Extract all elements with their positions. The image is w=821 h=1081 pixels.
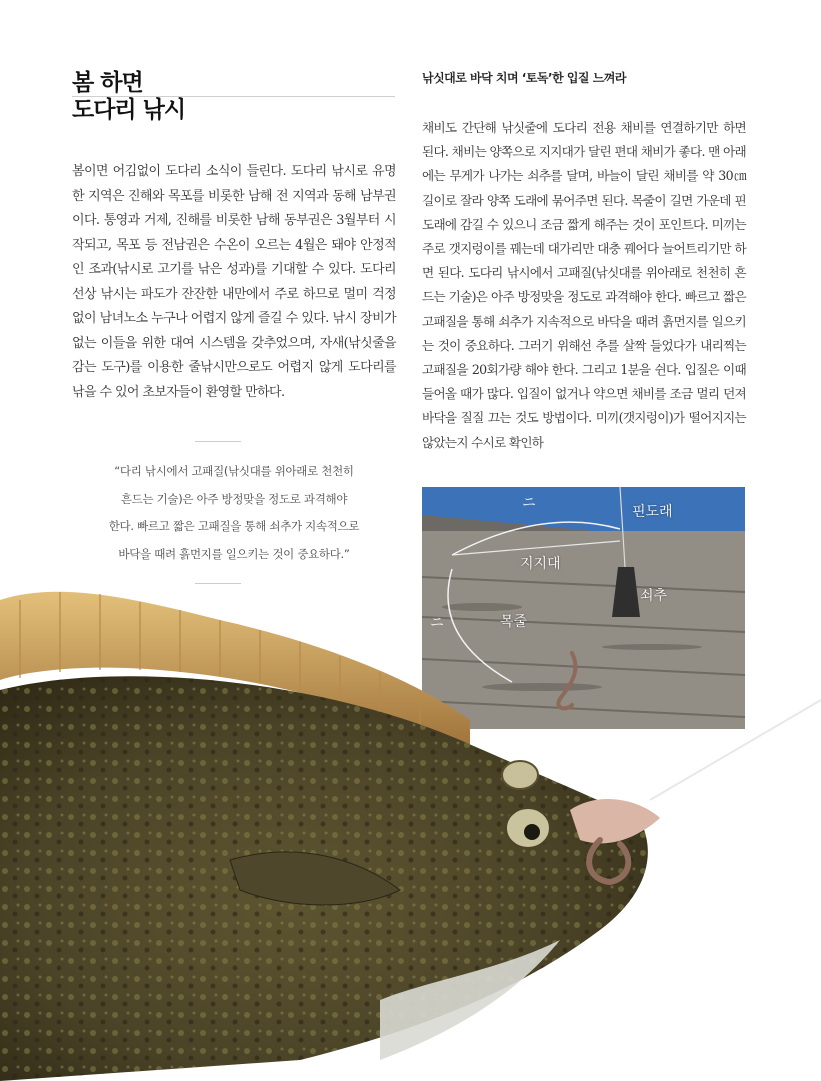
title-line-1: 봄 하면: [72, 70, 143, 96]
rig-label-jijidae: 지지대: [520, 556, 561, 572]
pull-quote: [66, 458, 402, 568]
quote-line: 한다. 빠르고 짧은 고패질을 통해 쇠추가 지속적으로: [108, 519, 360, 533]
flounder-photo: [0, 560, 821, 1081]
lead-paragraph: 봄이면 어김없이 도다리 소식이 들린다. 도다리 낚시로 유명한 지역은 진해와 목포를 비롯한 남해 전 지역과 동해 남부권이다. 통영과 거제, 진해를 비롯한 남해 동부권은 3월부터 시작되고, 목포 등 전남권은 수온이 오르는 4월은 돼야 안정적인 조과(낚시로 고기를 낚은 성과)를 기대할 수 있다. 도다리 선상 낚시는 파도가 잔잔한 내만에서 주로 하므로 멀미 걱정 없이 남녀노소 누구나 어렵지 않게 즐길 수 있다. 낚시 장비가 없는 이들을 위한 대여 시스템을 갖추었으며, 자새(낚싯줄을 감는 도구)를 이용한 줄낚시만으로도 어렵지 않게 도다리를 낚을 수 있어 초보자들이 환영할 만하다.: [72, 164, 396, 400]
rig-label-mokjul: 목줄: [500, 614, 528, 630]
quote-top-rule: [195, 441, 241, 442]
title-line-2: 도다리 낚시: [72, 97, 186, 123]
body-paragraph: 채비도 간단해 낚싯줄에 도다리 전용 채비를 연결하기만 하면 된다. 채비는 양쪽으로 지지대가 달린 편대 채비가 좋다. 맨 아래에는 무게가 나가는 쇠추를 달며, 바늘이 달린 채비를 약 30㎝ 길이로 잘라 양쪽 도래에 묶어주면 된다. 목줄이 길면 가운데 핀도래에 감길 수 있으니 조금 짧게 해주는 것이 포인트다. 미끼는 주로 갯지렁이를 꿰는데 대가리만 대충 꿰어다 늘어트리기만 하면 된다. 도다리 낚시에서 고패질(낚싯대를 위아래로 천천히 흔드는 기술)은 아주 방정맞을 정도로 과격해야 한다. 빠르고 짧은 고패질을 통해 쇠추가 지속적으로 바닥을 때려 흙먼지를 일으키는 것이 중요하다. 그러기 위해선 추를 살짝 들었다가 내리찍는 고패질을 20회가량 해야 한다. 그리고 1분을 쉰다. 입질은 이때 들어올 때가 많다. 입질이 없거나 약으면 채비를 조금 멀리 던져 바닥을 질질 끄는 것도 방법이다. 미끼(갯지렁이)가 떨어지지는 않았는지 수시로 확인하: [422, 120, 746, 450]
quote-line: “다리 낚시에서 고패질(낚싯대를 위아래로 천천히: [114, 464, 354, 478]
rig-label-soechu: 쇠추: [640, 588, 668, 604]
title-divider: [72, 96, 395, 97]
svg-text:ニ: ニ: [522, 495, 536, 511]
quote-line: 흔드는 기술)은 아주 방정맞을 정도로 과격해야: [120, 491, 348, 506]
svg-text:ニ: ニ: [430, 615, 444, 631]
rig-label-pindorae: 핀도래: [632, 504, 673, 520]
section-subheading: 낚싯대로 바닥 치며 ‘토독’한 입질 느껴라: [422, 71, 626, 85]
quote-line: 바닥을 때려 흙먼지를 일으키는 것이 중요하다.”: [118, 546, 350, 561]
article-title: [72, 70, 185, 124]
